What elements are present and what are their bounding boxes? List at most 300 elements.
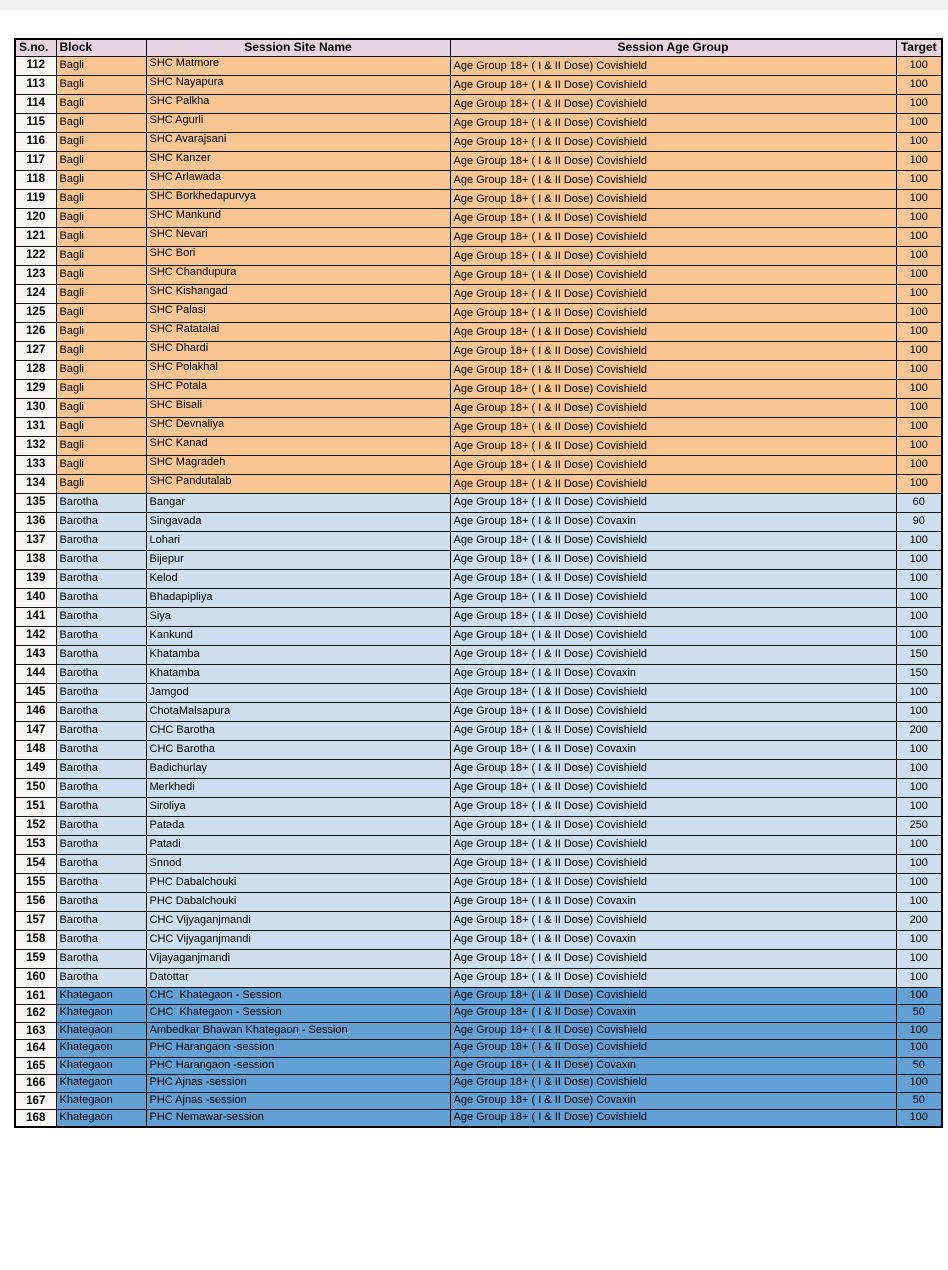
cell-target: 100 bbox=[896, 265, 942, 284]
table-row bbox=[15, 664, 942, 683]
cell-target: 100 bbox=[896, 417, 942, 436]
cell-target: 100 bbox=[896, 968, 942, 987]
cell-target: 100 bbox=[896, 189, 942, 208]
table-row bbox=[15, 493, 942, 512]
cell-block: Bagli bbox=[56, 265, 146, 284]
cell-age_group: Age Group 18+ ( I & II Dose) Covishield bbox=[450, 816, 896, 835]
cell-site: Lohari bbox=[146, 531, 450, 550]
cell-target: 100 bbox=[896, 569, 942, 588]
cell-age_group: Age Group 18+ ( I & II Dose) Covaxin bbox=[450, 740, 896, 759]
cell-age_group: Age Group 18+ ( I & II Dose) Covishield bbox=[450, 759, 896, 778]
cell-block: Khategaon bbox=[56, 1075, 146, 1093]
cell-age_group: Age Group 18+ ( I & II Dose) Covishield bbox=[450, 132, 896, 151]
cell-sno: 167 bbox=[15, 1092, 56, 1110]
cell-site: SHC Arlawada bbox=[146, 170, 450, 189]
cell-site: CHC Khategaon - Session bbox=[146, 1005, 450, 1023]
cell-sno: 163 bbox=[15, 1022, 56, 1040]
cell-sno: 115 bbox=[15, 113, 56, 132]
cell-sno: 117 bbox=[15, 151, 56, 170]
table-row bbox=[15, 474, 942, 493]
cell-block: Bagli bbox=[56, 303, 146, 322]
cell-sno: 137 bbox=[15, 531, 56, 550]
table-row bbox=[15, 436, 942, 455]
cell-block: Khategaon bbox=[56, 1092, 146, 1110]
table-row bbox=[15, 778, 942, 797]
cell-block: Khategaon bbox=[56, 1005, 146, 1023]
cell-target: 100 bbox=[896, 246, 942, 265]
cell-target: 100 bbox=[896, 303, 942, 322]
cell-sno: 153 bbox=[15, 835, 56, 854]
cell-age_group: Age Group 18+ ( I & II Dose) Covishield bbox=[450, 75, 896, 94]
cell-age_group: Age Group 18+ ( I & II Dose) Covishield bbox=[450, 208, 896, 227]
cell-target: 100 bbox=[896, 113, 942, 132]
cell-age_group: Age Group 18+ ( I & II Dose) Covishield bbox=[450, 550, 896, 569]
cell-sno: 142 bbox=[15, 626, 56, 645]
cell-site: Bhadapipliya bbox=[146, 588, 450, 607]
cell-site: SHC Mankund bbox=[146, 208, 450, 227]
table-row bbox=[15, 1057, 942, 1075]
table-row bbox=[15, 284, 942, 303]
cell-sno: 133 bbox=[15, 455, 56, 474]
cell-target: 100 bbox=[896, 170, 942, 189]
session-sites-table bbox=[14, 38, 943, 1128]
cell-sno: 154 bbox=[15, 854, 56, 873]
table-row bbox=[15, 151, 942, 170]
cell-target: 100 bbox=[896, 227, 942, 246]
cell-sno: 157 bbox=[15, 911, 56, 930]
cell-site: CHC Barotha bbox=[146, 721, 450, 740]
cell-block: Barotha bbox=[56, 930, 146, 949]
cell-site: SHC Potala bbox=[146, 379, 450, 398]
cell-block: Barotha bbox=[56, 683, 146, 702]
cell-target: 100 bbox=[896, 208, 942, 227]
cell-age_group: Age Group 18+ ( I & II Dose) Covishield bbox=[450, 1040, 896, 1058]
cell-target: 100 bbox=[896, 284, 942, 303]
header-block: Block bbox=[56, 39, 146, 56]
table-row bbox=[15, 455, 942, 474]
table-row bbox=[15, 588, 942, 607]
cell-target: 100 bbox=[896, 626, 942, 645]
cell-age_group: Age Group 18+ ( I & II Dose) Covishield bbox=[450, 189, 896, 208]
cell-target: 100 bbox=[896, 588, 942, 607]
cell-target: 100 bbox=[896, 75, 942, 94]
table-row bbox=[15, 645, 942, 664]
table-row bbox=[15, 75, 942, 94]
cell-sno: 129 bbox=[15, 379, 56, 398]
cell-site: Bangar bbox=[146, 493, 450, 512]
table-row bbox=[15, 683, 942, 702]
cell-target: 100 bbox=[896, 322, 942, 341]
table-row bbox=[15, 797, 942, 816]
cell-age_group: Age Group 18+ ( I & II Dose) Covishield bbox=[450, 987, 896, 1005]
cell-block: Khategaon bbox=[56, 1057, 146, 1075]
cell-sno: 156 bbox=[15, 892, 56, 911]
cell-site: Badichurlay bbox=[146, 759, 450, 778]
cell-sno: 152 bbox=[15, 816, 56, 835]
table-row bbox=[15, 721, 942, 740]
cell-sno: 159 bbox=[15, 949, 56, 968]
cell-sno: 161 bbox=[15, 987, 56, 1005]
cell-block: Bagli bbox=[56, 94, 146, 113]
cell-age_group: Age Group 18+ ( I & II Dose) Covishield bbox=[450, 835, 896, 854]
cell-sno: 164 bbox=[15, 1040, 56, 1058]
cell-age_group: Age Group 18+ ( I & II Dose) Covishield bbox=[450, 1110, 896, 1128]
cell-site: SHC Nayapura bbox=[146, 75, 450, 94]
table-row bbox=[15, 873, 942, 892]
cell-target: 90 bbox=[896, 512, 942, 531]
table-row bbox=[15, 702, 942, 721]
cell-target: 100 bbox=[896, 892, 942, 911]
cell-block: Barotha bbox=[56, 835, 146, 854]
cell-target: 100 bbox=[896, 607, 942, 626]
cell-sno: 165 bbox=[15, 1057, 56, 1075]
cell-block: Bagli bbox=[56, 132, 146, 151]
cell-site: CHC Barotha bbox=[146, 740, 450, 759]
cell-sno: 118 bbox=[15, 170, 56, 189]
cell-sno: 146 bbox=[15, 702, 56, 721]
cell-age_group: Age Group 18+ ( I & II Dose) Covishield bbox=[450, 341, 896, 360]
cell-age_group: Age Group 18+ ( I & II Dose) Covishield bbox=[450, 227, 896, 246]
cell-sno: 138 bbox=[15, 550, 56, 569]
cell-target: 100 bbox=[896, 531, 942, 550]
cell-site: Snnod bbox=[146, 854, 450, 873]
table-row bbox=[15, 265, 942, 284]
table-row bbox=[15, 1005, 942, 1023]
cell-target: 100 bbox=[896, 835, 942, 854]
cell-age_group: Age Group 18+ ( I & II Dose) Covishield bbox=[450, 588, 896, 607]
cell-sno: 128 bbox=[15, 360, 56, 379]
cell-target: 50 bbox=[896, 1057, 942, 1075]
cell-site: PHC Ajnas -session bbox=[146, 1075, 450, 1093]
cell-target: 100 bbox=[896, 702, 942, 721]
cell-age_group: Age Group 18+ ( I & II Dose) Covishield bbox=[450, 56, 896, 75]
cell-sno: 168 bbox=[15, 1110, 56, 1128]
cell-age_group: Age Group 18+ ( I & II Dose) Covishield bbox=[450, 854, 896, 873]
cell-sno: 130 bbox=[15, 398, 56, 417]
session-sites-sheet bbox=[14, 38, 943, 1128]
cell-block: Barotha bbox=[56, 778, 146, 797]
cell-site: Khatamba bbox=[146, 645, 450, 664]
cell-sno: 113 bbox=[15, 75, 56, 94]
cell-age_group: Age Group 18+ ( I & II Dose) Covishield bbox=[450, 246, 896, 265]
cell-target: 100 bbox=[896, 455, 942, 474]
cell-target: 200 bbox=[896, 911, 942, 930]
table-row bbox=[15, 911, 942, 930]
cell-sno: 150 bbox=[15, 778, 56, 797]
cell-age_group: Age Group 18+ ( I & II Dose) Covishield bbox=[450, 379, 896, 398]
cell-site: Bijepur bbox=[146, 550, 450, 569]
cell-site: SHC Dhardi bbox=[146, 341, 450, 360]
header-target: Target bbox=[896, 39, 942, 56]
cell-block: Barotha bbox=[56, 588, 146, 607]
cell-sno: 140 bbox=[15, 588, 56, 607]
cell-site: SHC Palkha bbox=[146, 94, 450, 113]
cell-site: Siya bbox=[146, 607, 450, 626]
table-row bbox=[15, 56, 942, 75]
cell-target: 100 bbox=[896, 379, 942, 398]
cell-block: Bagli bbox=[56, 474, 146, 493]
cell-age_group: Age Group 18+ ( I & II Dose) Covishield bbox=[450, 265, 896, 284]
cell-sno: 116 bbox=[15, 132, 56, 151]
cell-target: 200 bbox=[896, 721, 942, 740]
cell-block: Barotha bbox=[56, 512, 146, 531]
cell-age_group: Age Group 18+ ( I & II Dose) Covishield bbox=[450, 607, 896, 626]
cell-target: 100 bbox=[896, 132, 942, 151]
cell-sno: 158 bbox=[15, 930, 56, 949]
cell-target: 100 bbox=[896, 949, 942, 968]
cell-age_group: Age Group 18+ ( I & II Dose) Covishield bbox=[450, 911, 896, 930]
cell-block: Bagli bbox=[56, 189, 146, 208]
cell-site: Patadi bbox=[146, 835, 450, 854]
table-row bbox=[15, 949, 942, 968]
cell-age_group: Age Group 18+ ( I & II Dose) Covishield bbox=[450, 797, 896, 816]
cell-target: 50 bbox=[896, 1092, 942, 1110]
table-row bbox=[15, 569, 942, 588]
cell-block: Barotha bbox=[56, 626, 146, 645]
cell-sno: 147 bbox=[15, 721, 56, 740]
cell-age_group: Age Group 18+ ( I & II Dose) Covishield bbox=[450, 721, 896, 740]
cell-sno: 149 bbox=[15, 759, 56, 778]
cell-sno: 155 bbox=[15, 873, 56, 892]
table-row bbox=[15, 322, 942, 341]
cell-block: Bagli bbox=[56, 455, 146, 474]
cell-block: Barotha bbox=[56, 892, 146, 911]
cell-block: Barotha bbox=[56, 873, 146, 892]
cell-block: Bagli bbox=[56, 208, 146, 227]
cell-age_group: Age Group 18+ ( I & II Dose) Covishield bbox=[450, 417, 896, 436]
cell-target: 100 bbox=[896, 151, 942, 170]
cell-site: SHC Devnaliya bbox=[146, 417, 450, 436]
cell-site: SHC Avarajsani bbox=[146, 132, 450, 151]
cell-sno: 112 bbox=[15, 56, 56, 75]
cell-target: 100 bbox=[896, 360, 942, 379]
cell-sno: 141 bbox=[15, 607, 56, 626]
cell-target: 100 bbox=[896, 1110, 942, 1128]
cell-site: Siroliya bbox=[146, 797, 450, 816]
cell-target: 100 bbox=[896, 1075, 942, 1093]
table-row bbox=[15, 531, 942, 550]
cell-age_group: Age Group 18+ ( I & II Dose) Covishield bbox=[450, 702, 896, 721]
cell-age_group: Age Group 18+ ( I & II Dose) Covishield bbox=[450, 778, 896, 797]
table-row bbox=[15, 626, 942, 645]
cell-age_group: Age Group 18+ ( I & II Dose) Covishield bbox=[450, 151, 896, 170]
cell-site: Vijayaganjmandi bbox=[146, 949, 450, 968]
cell-age_group: Age Group 18+ ( I & II Dose) Covaxin bbox=[450, 512, 896, 531]
cell-target: 60 bbox=[896, 493, 942, 512]
cell-sno: 134 bbox=[15, 474, 56, 493]
cell-block: Barotha bbox=[56, 607, 146, 626]
table-row bbox=[15, 132, 942, 151]
cell-block: Bagli bbox=[56, 436, 146, 455]
cell-site: SHC Bori bbox=[146, 246, 450, 265]
cell-site: PHC Harangaon -session bbox=[146, 1057, 450, 1075]
cell-block: Bagli bbox=[56, 113, 146, 132]
cell-target: 100 bbox=[896, 1040, 942, 1058]
table-row bbox=[15, 1022, 942, 1040]
cell-age_group: Age Group 18+ ( I & II Dose) Covishield bbox=[450, 873, 896, 892]
cell-target: 150 bbox=[896, 645, 942, 664]
cell-age_group: Age Group 18+ ( I & II Dose) Covishield bbox=[450, 949, 896, 968]
cell-age_group: Age Group 18+ ( I & II Dose) Covishield bbox=[450, 626, 896, 645]
cell-block: Bagli bbox=[56, 284, 146, 303]
cell-target: 100 bbox=[896, 740, 942, 759]
cell-block: Khategaon bbox=[56, 987, 146, 1005]
cell-age_group: Age Group 18+ ( I & II Dose) Covishield bbox=[450, 94, 896, 113]
cell-block: Barotha bbox=[56, 493, 146, 512]
cell-age_group: Age Group 18+ ( I & II Dose) Covishield bbox=[450, 436, 896, 455]
cell-age_group: Age Group 18+ ( I & II Dose) Covishield bbox=[450, 683, 896, 702]
cell-age_group: Age Group 18+ ( I & II Dose) Covishield bbox=[450, 113, 896, 132]
table-row bbox=[15, 512, 942, 531]
cell-site: PHC Ajnas -session bbox=[146, 1092, 450, 1110]
cell-site: SHC Chandupura bbox=[146, 265, 450, 284]
cell-age_group: Age Group 18+ ( I & II Dose) Covishield bbox=[450, 170, 896, 189]
cell-target: 100 bbox=[896, 797, 942, 816]
cell-site: Kelod bbox=[146, 569, 450, 588]
cell-age_group: Age Group 18+ ( I & II Dose) Covishield bbox=[450, 322, 896, 341]
cell-target: 100 bbox=[896, 550, 942, 569]
cell-sno: 122 bbox=[15, 246, 56, 265]
cell-sno: 131 bbox=[15, 417, 56, 436]
cell-block: Khategaon bbox=[56, 1110, 146, 1128]
cell-site: Kankund bbox=[146, 626, 450, 645]
cell-site: SHC Pandutalab bbox=[146, 474, 450, 493]
table-row bbox=[15, 740, 942, 759]
cell-sno: 125 bbox=[15, 303, 56, 322]
cell-site: SHC Borkhedapurvya bbox=[146, 189, 450, 208]
cell-sno: 114 bbox=[15, 94, 56, 113]
table-row bbox=[15, 1110, 942, 1128]
table-row bbox=[15, 987, 942, 1005]
table-row bbox=[15, 189, 942, 208]
cell-target: 100 bbox=[896, 474, 942, 493]
header-age-group: Session Age Group bbox=[450, 39, 896, 56]
cell-site: Khatamba bbox=[146, 664, 450, 683]
cell-block: Bagli bbox=[56, 170, 146, 189]
table-row bbox=[15, 170, 942, 189]
cell-block: Khategaon bbox=[56, 1022, 146, 1040]
cell-block: Khategaon bbox=[56, 1040, 146, 1058]
cell-site: CHC Khategaon - Session bbox=[146, 987, 450, 1005]
cell-block: Barotha bbox=[56, 911, 146, 930]
cell-block: Bagli bbox=[56, 398, 146, 417]
cell-sno: 124 bbox=[15, 284, 56, 303]
table-row bbox=[15, 892, 942, 911]
cell-age_group: Age Group 18+ ( I & II Dose) Covishield bbox=[450, 1075, 896, 1093]
table-row bbox=[15, 227, 942, 246]
cell-target: 100 bbox=[896, 759, 942, 778]
cell-age_group: Age Group 18+ ( I & II Dose) Covishield bbox=[450, 455, 896, 474]
cell-target: 100 bbox=[896, 1022, 942, 1040]
cell-sno: 151 bbox=[15, 797, 56, 816]
cell-sno: 143 bbox=[15, 645, 56, 664]
cell-target: 100 bbox=[896, 987, 942, 1005]
cell-block: Barotha bbox=[56, 968, 146, 987]
cell-target: 100 bbox=[896, 873, 942, 892]
cell-age_group: Age Group 18+ ( I & II Dose) Covishield bbox=[450, 360, 896, 379]
table-row bbox=[15, 208, 942, 227]
cell-block: Bagli bbox=[56, 417, 146, 436]
cell-site: Datottar bbox=[146, 968, 450, 987]
cell-block: Barotha bbox=[56, 531, 146, 550]
cell-site: CHC Vijyaganjmandi bbox=[146, 911, 450, 930]
cell-target: 100 bbox=[896, 94, 942, 113]
table-row bbox=[15, 607, 942, 626]
cell-site: ChotaMalsapura bbox=[146, 702, 450, 721]
cell-age_group: Age Group 18+ ( I & II Dose) Covishield bbox=[450, 531, 896, 550]
cell-block: Barotha bbox=[56, 550, 146, 569]
cell-age_group: Age Group 18+ ( I & II Dose) Covishield bbox=[450, 645, 896, 664]
table-header bbox=[15, 39, 942, 56]
cell-site: SHC Kishangad bbox=[146, 284, 450, 303]
cell-target: 150 bbox=[896, 664, 942, 683]
cell-target: 100 bbox=[896, 398, 942, 417]
cell-sno: 132 bbox=[15, 436, 56, 455]
cell-block: Bagli bbox=[56, 227, 146, 246]
cell-site: PHC Nemawar-session bbox=[146, 1110, 450, 1128]
cell-age_group: Age Group 18+ ( I & II Dose) Covishield bbox=[450, 474, 896, 493]
cell-age_group: Age Group 18+ ( I & II Dose) Covaxin bbox=[450, 892, 896, 911]
table-row bbox=[15, 341, 942, 360]
table-row bbox=[15, 835, 942, 854]
cell-site: PHC Harangaon -session bbox=[146, 1040, 450, 1058]
cell-block: Barotha bbox=[56, 664, 146, 683]
cell-sno: 119 bbox=[15, 189, 56, 208]
cell-site: Ambedkar Bhawan Khategaon - Session bbox=[146, 1022, 450, 1040]
cell-age_group: Age Group 18+ ( I & II Dose) Covishield bbox=[450, 1022, 896, 1040]
table-row bbox=[15, 1075, 942, 1093]
cell-target: 100 bbox=[896, 930, 942, 949]
cell-site: SHC Agurli bbox=[146, 113, 450, 132]
cell-site: CHC Vijyaganjmandi bbox=[146, 930, 450, 949]
cell-sno: 126 bbox=[15, 322, 56, 341]
cell-sno: 135 bbox=[15, 493, 56, 512]
header-row bbox=[15, 39, 942, 56]
cell-block: Barotha bbox=[56, 702, 146, 721]
cell-target: 250 bbox=[896, 816, 942, 835]
cell-age_group: Age Group 18+ ( I & II Dose) Covishield bbox=[450, 303, 896, 322]
cell-sno: 166 bbox=[15, 1075, 56, 1093]
table-row bbox=[15, 360, 942, 379]
cell-block: Barotha bbox=[56, 569, 146, 588]
page-top-strip bbox=[0, 0, 948, 10]
cell-sno: 160 bbox=[15, 968, 56, 987]
table-row bbox=[15, 759, 942, 778]
cell-age_group: Age Group 18+ ( I & II Dose) Covishield bbox=[450, 968, 896, 987]
cell-site: SHC Ratatalai bbox=[146, 322, 450, 341]
table-row bbox=[15, 816, 942, 835]
cell-site: SHC Magradeh bbox=[146, 455, 450, 474]
table-row bbox=[15, 1040, 942, 1058]
cell-sno: 139 bbox=[15, 569, 56, 588]
cell-sno: 162 bbox=[15, 1005, 56, 1023]
table-row bbox=[15, 1092, 942, 1110]
cell-block: Bagli bbox=[56, 246, 146, 265]
table-body bbox=[15, 56, 942, 1127]
cell-sno: 121 bbox=[15, 227, 56, 246]
header-sno: S.no. bbox=[15, 39, 56, 56]
cell-target: 100 bbox=[896, 436, 942, 455]
cell-block: Barotha bbox=[56, 645, 146, 664]
cell-age_group: Age Group 18+ ( I & II Dose) Covishield bbox=[450, 569, 896, 588]
cell-block: Barotha bbox=[56, 721, 146, 740]
cell-block: Bagli bbox=[56, 75, 146, 94]
cell-age_group: Age Group 18+ ( I & II Dose) Covishield bbox=[450, 493, 896, 512]
cell-target: 100 bbox=[896, 683, 942, 702]
cell-age_group: Age Group 18+ ( I & II Dose) Covaxin bbox=[450, 1092, 896, 1110]
cell-target: 100 bbox=[896, 341, 942, 360]
cell-sno: 136 bbox=[15, 512, 56, 531]
